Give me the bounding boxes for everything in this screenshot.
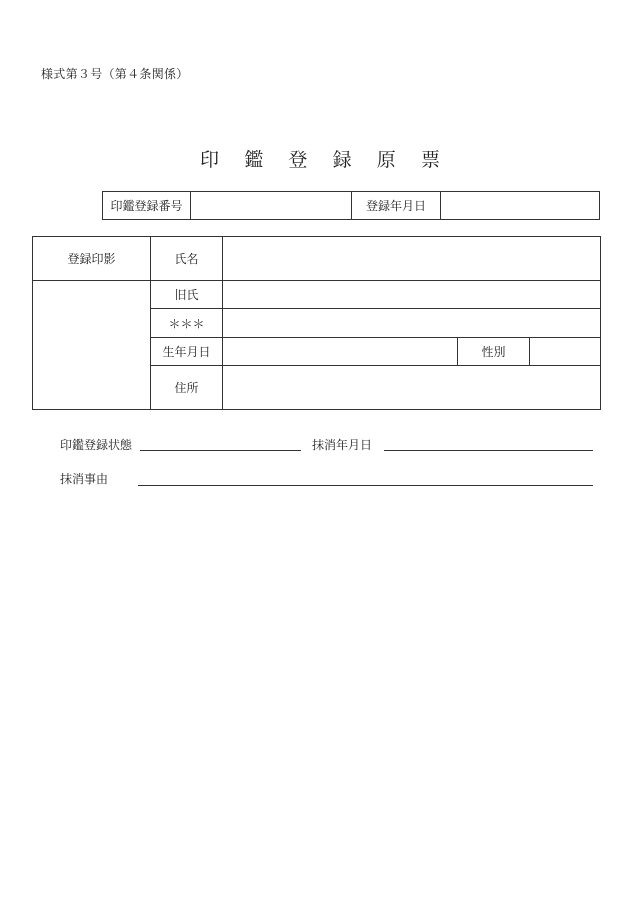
registration-info-table [102,191,600,220]
seal-impression-label: 登録印影 [33,237,151,281]
registrant-info-table [32,236,601,410]
cancel-reason-field[interactable] [138,485,593,486]
name-label: 氏名 [151,237,223,281]
title-char: 録 [332,149,352,171]
registration-number-label: 印鑑登録番号 [103,192,191,220]
registration-date-field[interactable] [441,192,600,220]
registration-date-label: 登録年月日 [352,192,441,220]
gender-field[interactable] [530,338,601,366]
cancel-reason-label: 抹消事由 [60,472,109,486]
former-surname-field[interactable] [223,281,601,309]
address-label: 住所 [151,366,223,410]
birth-date-label: 生年月日 [151,338,223,366]
cancel-date-label: 抹消年月日 [312,438,373,452]
title-char: 票 [420,149,440,171]
title-char: 登 [288,149,308,171]
registration-number-field[interactable] [191,192,352,220]
status-label: 印鑑登録状態 [60,438,133,452]
address-field[interactable] [223,366,601,410]
title-char: 原 [376,149,396,171]
gender-label: 性別 [458,338,530,366]
name-field[interactable] [223,237,601,281]
birth-date-field[interactable] [223,338,458,366]
cancel-date-field[interactable] [384,450,593,451]
seal-impression-area[interactable] [33,281,151,410]
former-surname-label: 旧氏 [151,281,223,309]
title-char: 印 [200,149,220,171]
status-field[interactable] [140,450,301,451]
masked-field[interactable] [223,309,601,338]
masked-label: ＊＊＊ [151,309,223,338]
page-title [200,145,440,172]
form-number: 様式第３号（第４条関係） [41,67,189,81]
title-char: 鑑 [244,149,264,171]
